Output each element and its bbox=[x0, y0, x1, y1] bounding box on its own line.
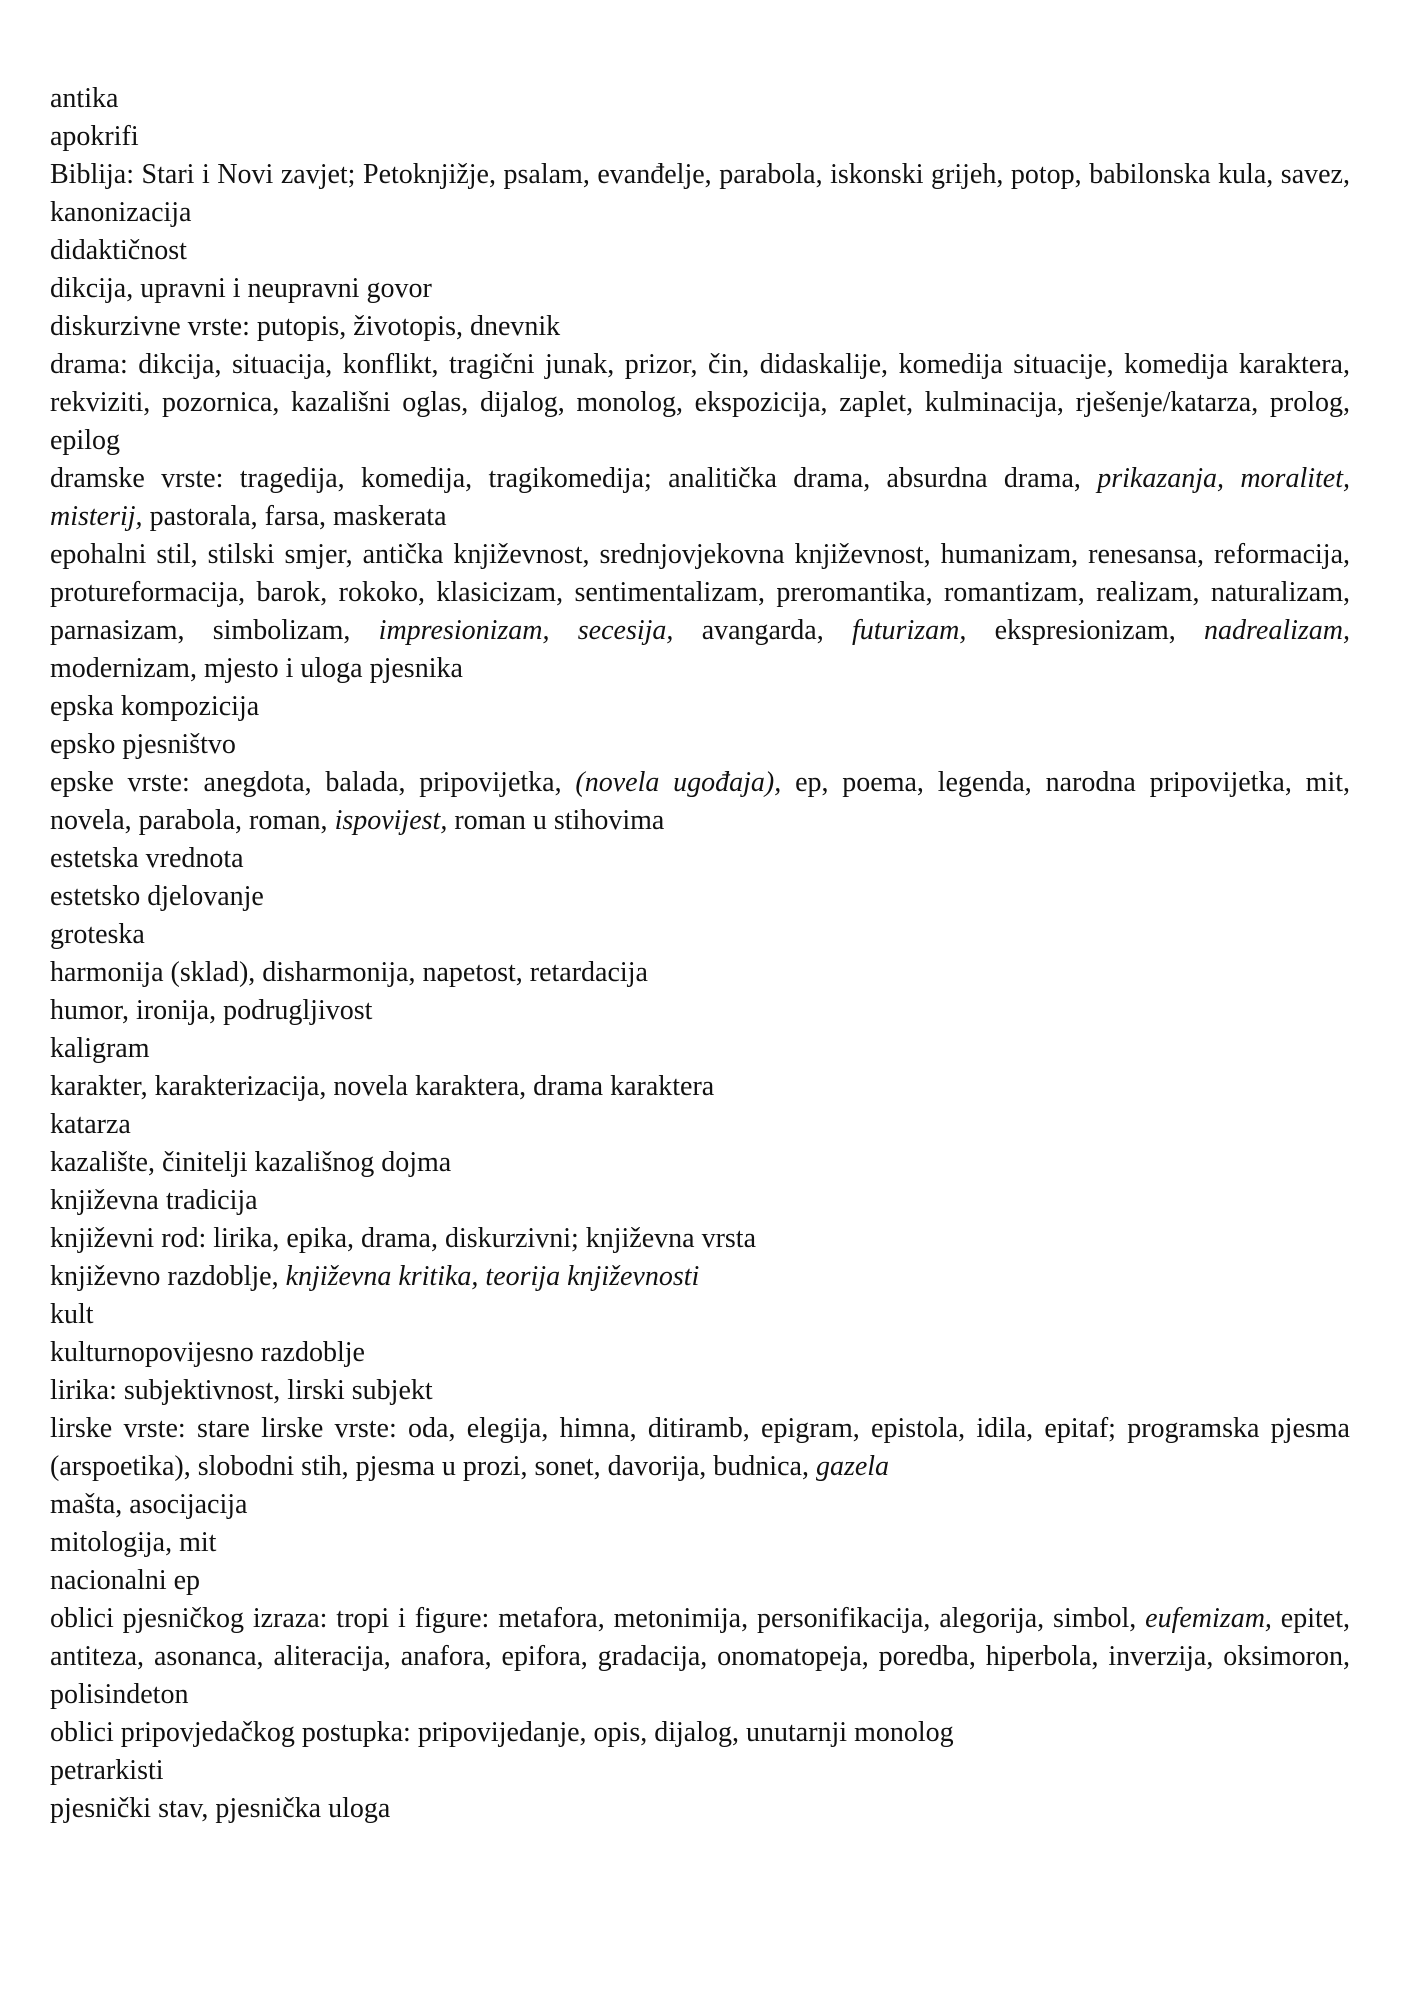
term-entry bbox=[50, 688, 1350, 726]
term-text: ekspresionizam, bbox=[966, 615, 1205, 646]
term-text: književni rod: lirika, epika, drama, diskurzivni; književna vrsta bbox=[50, 1223, 757, 1254]
term-text: lirske vrste: stare lirske vrste: oda, elegija, himna, ditiramb, epigram, epistola, idila, epitaf; programska pjesma (arspoetika), slobodni stih, pjesma u prozi, sonet, davorija, budnica, bbox=[50, 1413, 1350, 1482]
term-entry bbox=[50, 1486, 1350, 1524]
term-text: pastorala, farsa, maskerata bbox=[142, 501, 447, 532]
term-entry bbox=[50, 1524, 1350, 1562]
term-text: humor, ironija, podrugljivost bbox=[50, 995, 373, 1026]
term-entry bbox=[50, 1410, 1350, 1486]
term-entry bbox=[50, 460, 1350, 536]
term-text: književna tradicija bbox=[50, 1185, 258, 1216]
term-entry bbox=[50, 1068, 1350, 1106]
term-entry bbox=[50, 118, 1350, 156]
term-text: mitologija, mit bbox=[50, 1527, 217, 1558]
term-text: ep, poema, legenda, narodna pripovijetka, mit, novela, parabola, roman, bbox=[50, 767, 1351, 836]
term-text: drama: dikcija, situacija, konflikt, tragični junak, prizor, čin, didaskalije, komedija situacije, komedija karaktera, rekviziti, pozornica, kazališni oglas, dijalog, monolog, ekspozicija, zaplet, kulminacija, rješenje/katarza, prolog, epilog bbox=[50, 349, 1350, 456]
term-text: roman u stihovima bbox=[447, 805, 665, 836]
term-text: harmonija (sklad), disharmonija, napetost, retardacija bbox=[50, 957, 648, 988]
term-text: Biblija: Stari i Novi zavjet; Petoknjižje, psalam, evanđelje, parabola, iskonski grijeh, potop, babilonska kula, savez, kanonizacija bbox=[50, 159, 1350, 228]
term-entry bbox=[50, 1296, 1350, 1334]
term-text: epska kompozicija bbox=[50, 691, 260, 722]
italic-term: ispovijest, bbox=[334, 805, 448, 836]
term-entry bbox=[50, 1752, 1350, 1790]
term-entry bbox=[50, 156, 1350, 232]
term-entry bbox=[50, 916, 1350, 954]
term-entry bbox=[50, 764, 1350, 840]
term-text: epohalni stil, stilski smjer, antička književnost, srednjovjekovna književnost, humanizam, renesansa, reformacija, protureformacija, barok, rokoko, klasicizam, sentimentalizam, preromantika, romantizam, realizam, naturalizam, parnasizam, simbolizam, bbox=[50, 539, 1350, 646]
term-text: groteska bbox=[50, 919, 145, 950]
term-entry bbox=[50, 80, 1350, 118]
term-text: epsko pjesništvo bbox=[50, 729, 236, 760]
term-text: estetsko djelovanje bbox=[50, 881, 264, 912]
term-text: karakter, karakterizacija, novela karaktera, drama karaktera bbox=[50, 1071, 715, 1102]
italic-term: nadrealizam, bbox=[1204, 615, 1351, 646]
term-entry bbox=[50, 1562, 1350, 1600]
italic-term: gazela bbox=[815, 1451, 890, 1482]
term-text: kaligram bbox=[50, 1033, 150, 1064]
term-entry bbox=[50, 270, 1350, 308]
term-entry bbox=[50, 1372, 1350, 1410]
term-text: estetska vrednota bbox=[50, 843, 244, 874]
term-entry bbox=[50, 1106, 1350, 1144]
term-entry bbox=[50, 1714, 1350, 1752]
term-text: dramske vrste: tragedija, komedija, tragikomedija; analitička drama, absurdna drama, bbox=[50, 463, 1098, 494]
term-entry bbox=[50, 878, 1350, 916]
term-text: nacionalni ep bbox=[50, 1565, 201, 1596]
term-text: epske vrste: anegdota, balada, pripovijetka, bbox=[50, 767, 576, 798]
term-text: avangarda, bbox=[673, 615, 852, 646]
italic-term: (novela ugođaja), bbox=[575, 767, 782, 798]
term-entry bbox=[50, 1182, 1350, 1220]
term-text: modernizam, mjesto i uloga pjesnika bbox=[50, 653, 463, 684]
italic-term: književna kritika, teorija književnosti bbox=[285, 1261, 700, 1292]
term-text: oblici pjesničkog izraza: tropi i figure: metafora, metonimija, personifikacija, alegorija, simbol, bbox=[50, 1603, 1146, 1634]
term-text: petrarkisti bbox=[50, 1755, 164, 1786]
italic-term: impresionizam, secesija, bbox=[378, 615, 674, 646]
term-text: mašta, asocijacija bbox=[50, 1489, 248, 1520]
term-text: kulturnopovijesno razdoblje bbox=[50, 1337, 365, 1368]
term-text: diskurzivne vrste: putopis, životopis, dnevnik bbox=[50, 311, 561, 342]
italic-term: prikazanja, moralitet, misterij, bbox=[50, 463, 1350, 532]
term-entry bbox=[50, 1334, 1350, 1372]
term-entry bbox=[50, 1144, 1350, 1182]
term-entry bbox=[50, 1030, 1350, 1068]
italic-term: futurizam, bbox=[852, 615, 967, 646]
term-text: pjesnički stav, pjesnička uloga bbox=[50, 1793, 391, 1824]
term-text: kazalište, činitelji kazališnog dojma bbox=[50, 1147, 452, 1178]
term-text: kult bbox=[50, 1299, 94, 1330]
term-text: epitet, antiteza, asonanca, aliteracija, anafora, epifora, gradacija, onomatopeja, poredba, hiperbola, inverzija, oksimoron, polisindeton bbox=[50, 1603, 1350, 1710]
term-entry bbox=[50, 346, 1350, 460]
term-text: dikcija, upravni i neupravni govor bbox=[50, 273, 432, 304]
term-entry bbox=[50, 992, 1350, 1030]
term-text: antika bbox=[50, 83, 119, 114]
document-page bbox=[50, 80, 1350, 1828]
term-entry bbox=[50, 1790, 1350, 1828]
term-entry bbox=[50, 954, 1350, 992]
term-entry bbox=[50, 1258, 1350, 1296]
term-text: lirika: subjektivnost, lirski subjekt bbox=[50, 1375, 433, 1406]
term-text: književno razdoblje, bbox=[50, 1261, 286, 1292]
term-entry bbox=[50, 1600, 1350, 1714]
term-entry bbox=[50, 840, 1350, 878]
term-entry bbox=[50, 308, 1350, 346]
term-entry bbox=[50, 1220, 1350, 1258]
term-entry bbox=[50, 726, 1350, 764]
term-entry bbox=[50, 536, 1350, 688]
term-text: didaktičnost bbox=[50, 235, 187, 266]
term-text: oblici pripovjedačkog postupka: pripovijedanje, opis, dijalog, unutarnji monolog bbox=[50, 1717, 954, 1748]
italic-term: eufemizam, bbox=[1145, 1603, 1272, 1634]
term-text: katarza bbox=[50, 1109, 131, 1140]
term-entry bbox=[50, 232, 1350, 270]
term-text: apokrifi bbox=[50, 121, 139, 152]
